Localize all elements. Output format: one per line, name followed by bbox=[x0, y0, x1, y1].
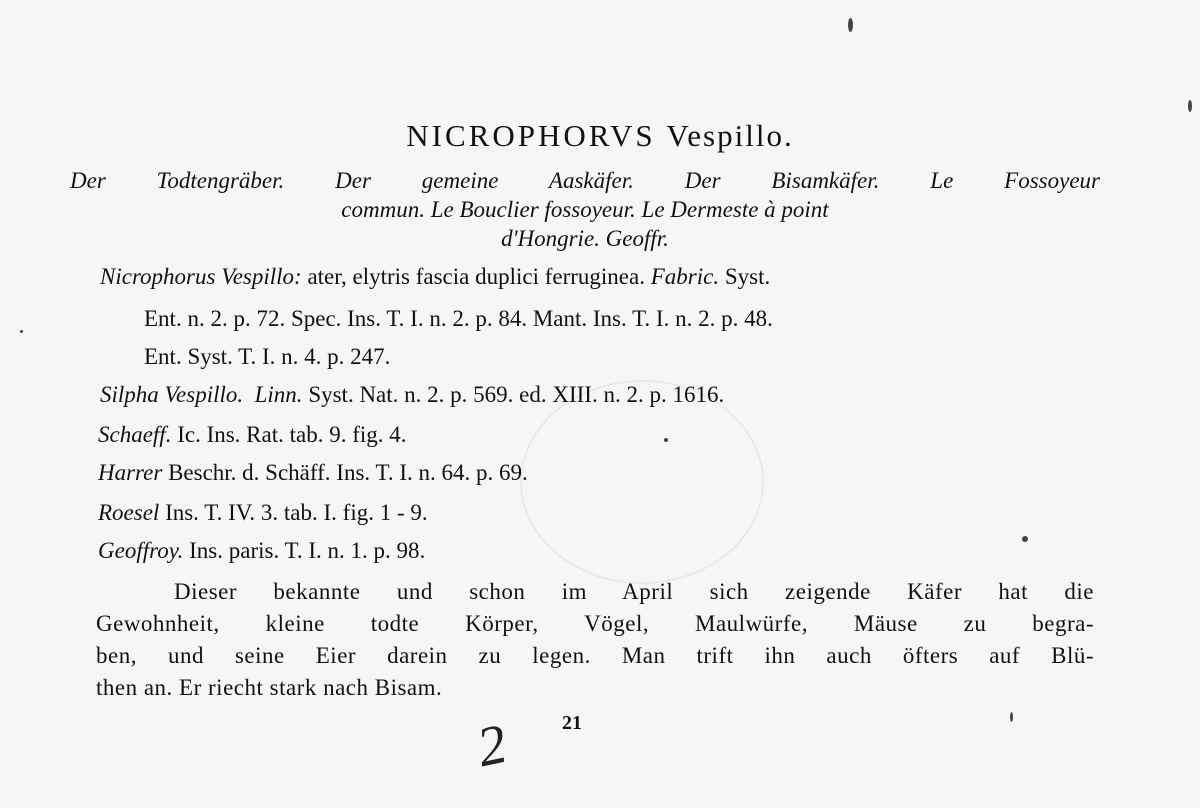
synonym-geoffroy bbox=[98, 536, 425, 566]
synonym-fabricius-line3: Ent. Syst. T. I. n. 4. p. 247. bbox=[144, 344, 391, 369]
synonym-author: Linn. bbox=[254, 382, 303, 407]
common-names-line: Der Todtengräber. Der gemeine Aaskäfer. Der Bisamkäfer. Le Fossoyeur bbox=[70, 168, 1100, 193]
synonym-reference: Ic. Ins. Rat. tab. 9. fig. 4. bbox=[171, 422, 407, 447]
synonym-fabricius bbox=[100, 262, 770, 292]
synonym-harrer bbox=[98, 458, 528, 488]
page-number: 21 bbox=[562, 712, 582, 734]
synonym-name: Geoffroy. bbox=[98, 538, 184, 563]
page-title bbox=[0, 118, 1200, 154]
paper-speck bbox=[664, 438, 668, 442]
synonym-reference: Beschr. d. Schäff. Ins. T. I. n. 64. p. 69. bbox=[162, 460, 528, 485]
paragraph-line: Dieser bekannte und schon im April sich zeigende Käfer hat die bbox=[174, 579, 1094, 604]
synonym-reference: Ins. paris. T. I. n. 1. p. 98. bbox=[183, 538, 426, 563]
paragraph-line: Gewohnheit, kleine todte Körper, Vögel, Maulwürfe, Mäuse zu begra- bbox=[96, 611, 1094, 636]
paper-speck bbox=[1010, 712, 1013, 722]
synonym-roesel bbox=[98, 498, 428, 528]
genus-name: NICROPHORVS bbox=[406, 118, 656, 153]
common-names-line: commun. Le Bouclier fossoyeur. Le Dermeste à point bbox=[341, 197, 829, 222]
synonym-reference: Ins. T. IV. 3. tab. I. fig. 1 - 9. bbox=[159, 500, 428, 525]
faint-stamp-mark bbox=[520, 380, 764, 584]
synonym-description: ater, elytris fascia duplici ferruginea. bbox=[301, 264, 651, 289]
synonym-name: Nicrophorus Vespillo: bbox=[100, 264, 302, 289]
synonym-name: Roesel bbox=[98, 500, 160, 525]
paper-speck bbox=[1022, 536, 1028, 542]
paper-speck bbox=[848, 18, 853, 32]
synonym-fabricius-line2: Ent. n. 2. p. 72. Spec. Ins. T. I. n. 2. p. 84. Mant. Ins. T. I. n. 2. p. 48. bbox=[144, 306, 773, 331]
synonym-reference: Syst. Nat. n. 2. p. 569. ed. XIII. n. 2. p. 1616. bbox=[302, 382, 725, 407]
species-name: Vespillo. bbox=[666, 118, 794, 153]
synonym-schaeffer bbox=[98, 420, 407, 450]
common-names-block bbox=[70, 166, 1100, 253]
common-names-line: d'Hongrie. Geoffr. bbox=[501, 226, 669, 251]
synonym-name: Schaeff. bbox=[98, 422, 172, 447]
synonym-name: Silpha Vespillo. bbox=[100, 382, 244, 407]
description-paragraph bbox=[96, 576, 1094, 704]
paper-speck bbox=[20, 330, 23, 333]
paragraph-line: then an. Er riecht stark nach Bisam. bbox=[96, 675, 443, 700]
synonym-linnaeus bbox=[100, 380, 724, 410]
synonym-name: Harrer bbox=[98, 460, 163, 485]
synonym-reference: Syst. bbox=[719, 264, 771, 289]
paper-speck bbox=[1188, 100, 1192, 112]
handwritten-mark: 2 bbox=[471, 712, 513, 780]
synonym-author: Fabric. bbox=[650, 264, 720, 289]
paragraph-line: ben, und seine Eier darein zu legen. Man trift ihn auch öfters auf Blü- bbox=[96, 643, 1094, 668]
